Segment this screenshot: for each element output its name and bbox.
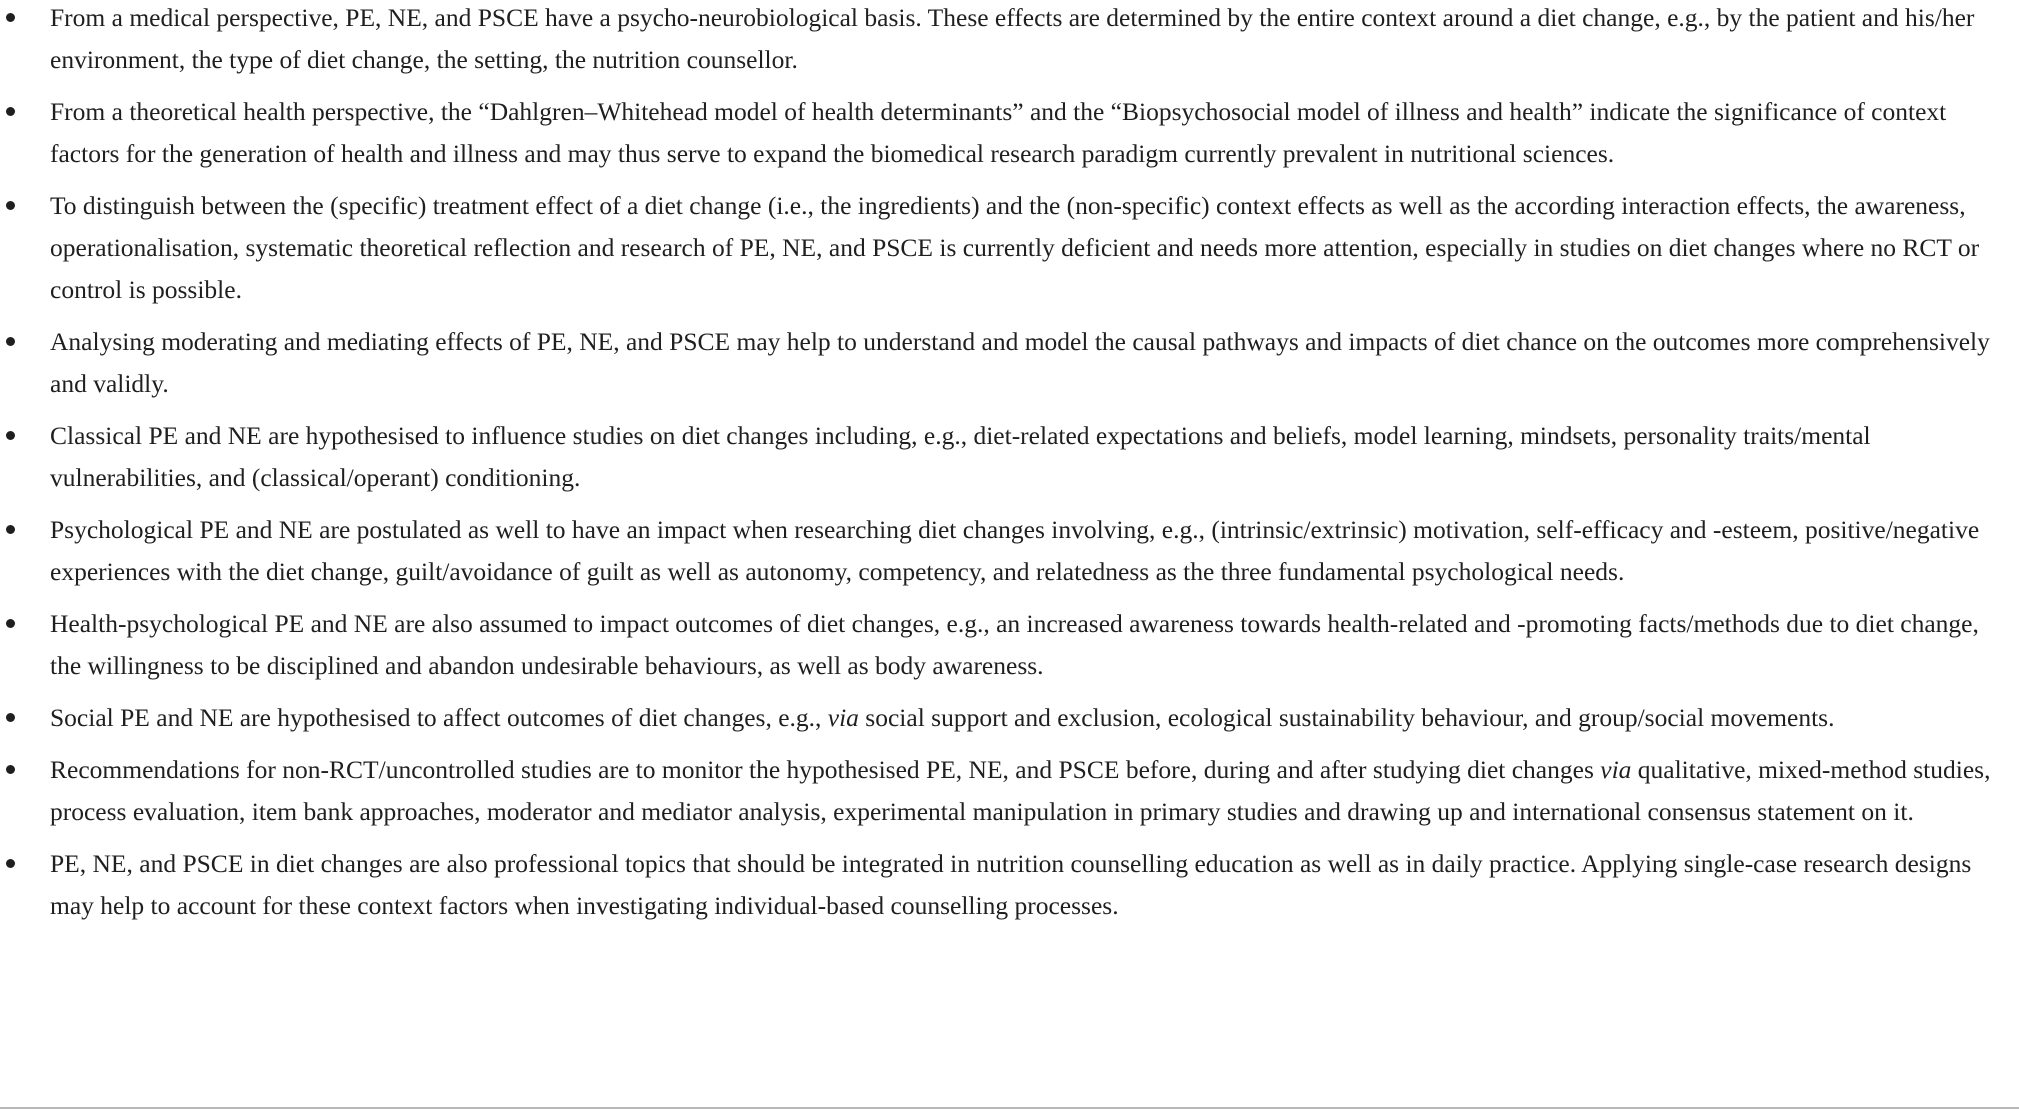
bullet-item — [0, 415, 2019, 499]
bullet-text: To distinguish between the (specific) treatment effect of a diet change (i.e., the ingredients) and the (non-specific) context effects as well as the according interaction effects, the awareness, operationalisation, systematic theoretical reflection and research of PE, NE, and PSCE is currently deficient and needs more attention, especially in studies on diet changes where no RCT or control is possible. — [50, 191, 1980, 304]
italic-term: via — [827, 703, 859, 732]
text-segment: social support and exclusion, ecological sustainability behaviour, and group/social movements. — [858, 703, 1835, 732]
italic-term: via — [1600, 755, 1632, 784]
bullet-text: Psychological PE and NE are postulated as well to have an impact when researching diet changes involving, e.g., (intrinsic/extrinsic) motivation, self-efficacy and -esteem, positive/negative experiences with the diet change, guilt/avoidance of guilt as well as autonomy, competency, and relatedness as the three fundamental psychological needs. — [50, 515, 1980, 586]
bullet-text: From a medical perspective, PE, NE, and PSCE have a psycho-neurobiological basis. These effects are determined by the entire context around a diet change, e.g., by the patient and his/her environment, the type of diet change, the setting, the nutrition counsellor. — [50, 3, 1975, 74]
bullet-text — [50, 755, 1990, 826]
bullet-item — [0, 91, 2019, 175]
bullet-text: PE, NE, and PSCE in diet changes are also professional topics that should be integrated in nutrition counselling education as well as in daily practice. Applying single-case research designs may help to account for these context factors when investigating individual-based counselling processes. — [50, 849, 1972, 920]
bullet-text: Analysing moderating and mediating effects of PE, NE, and PSCE may help to understand and model the causal pathways and impacts of diet chance on the outcomes more comprehensively and validly. — [50, 327, 1990, 398]
text-segment: qualitative, mixed-method studies, process evaluation, item bank approaches, moderator and mediator analysis, experimental manipulation in primary studies and drawing up and international consensus statement on it. — [50, 755, 1991, 826]
text-segment: Recommendations for non-RCT/uncontrolled studies are to monitor the hypothesised PE, NE, and PSCE before, during and after studying diet changes — [50, 755, 1601, 784]
bullet-item — [0, 509, 2019, 593]
bullet-item — [0, 185, 2019, 311]
bullet-item — [0, 749, 2019, 833]
bullet-item — [0, 603, 2019, 687]
bullet-text: Health-psychological PE and NE are also assumed to impact outcomes of diet changes, e.g., an increased awareness towards health-related and -promoting facts/methods due to diet change, the willingness to be disciplined and abandon undesirable behaviours, as well as body awareness. — [50, 609, 1979, 680]
bullet-text: Classical PE and NE are hypothesised to influence studies on diet changes including, e.g., diet-related expectations and beliefs, model learning, mindsets, personality traits/mental vulnerabilities, and (classical/operant) conditioning. — [50, 421, 1871, 492]
bullet-item — [0, 697, 2019, 739]
bullet-item — [0, 843, 2019, 927]
bullet-item — [0, 0, 2019, 81]
bullet-text: From a theoretical health perspective, the “Dahlgren–Whitehead model of health determinants” and the “Biopsychosocial model of illness and health” indicate the significance of context factors for the generation of health and illness and may thus serve to expand the biomedical research paradigm currently prevalent in nutritional sciences. — [50, 97, 1947, 168]
bullet-item — [0, 321, 2019, 405]
text-segment: Social PE and NE are hypothesised to affect outcomes of diet changes, e.g., — [50, 703, 828, 732]
bullet-text — [50, 703, 1834, 732]
bottom-rule — [0, 1107, 2019, 1109]
